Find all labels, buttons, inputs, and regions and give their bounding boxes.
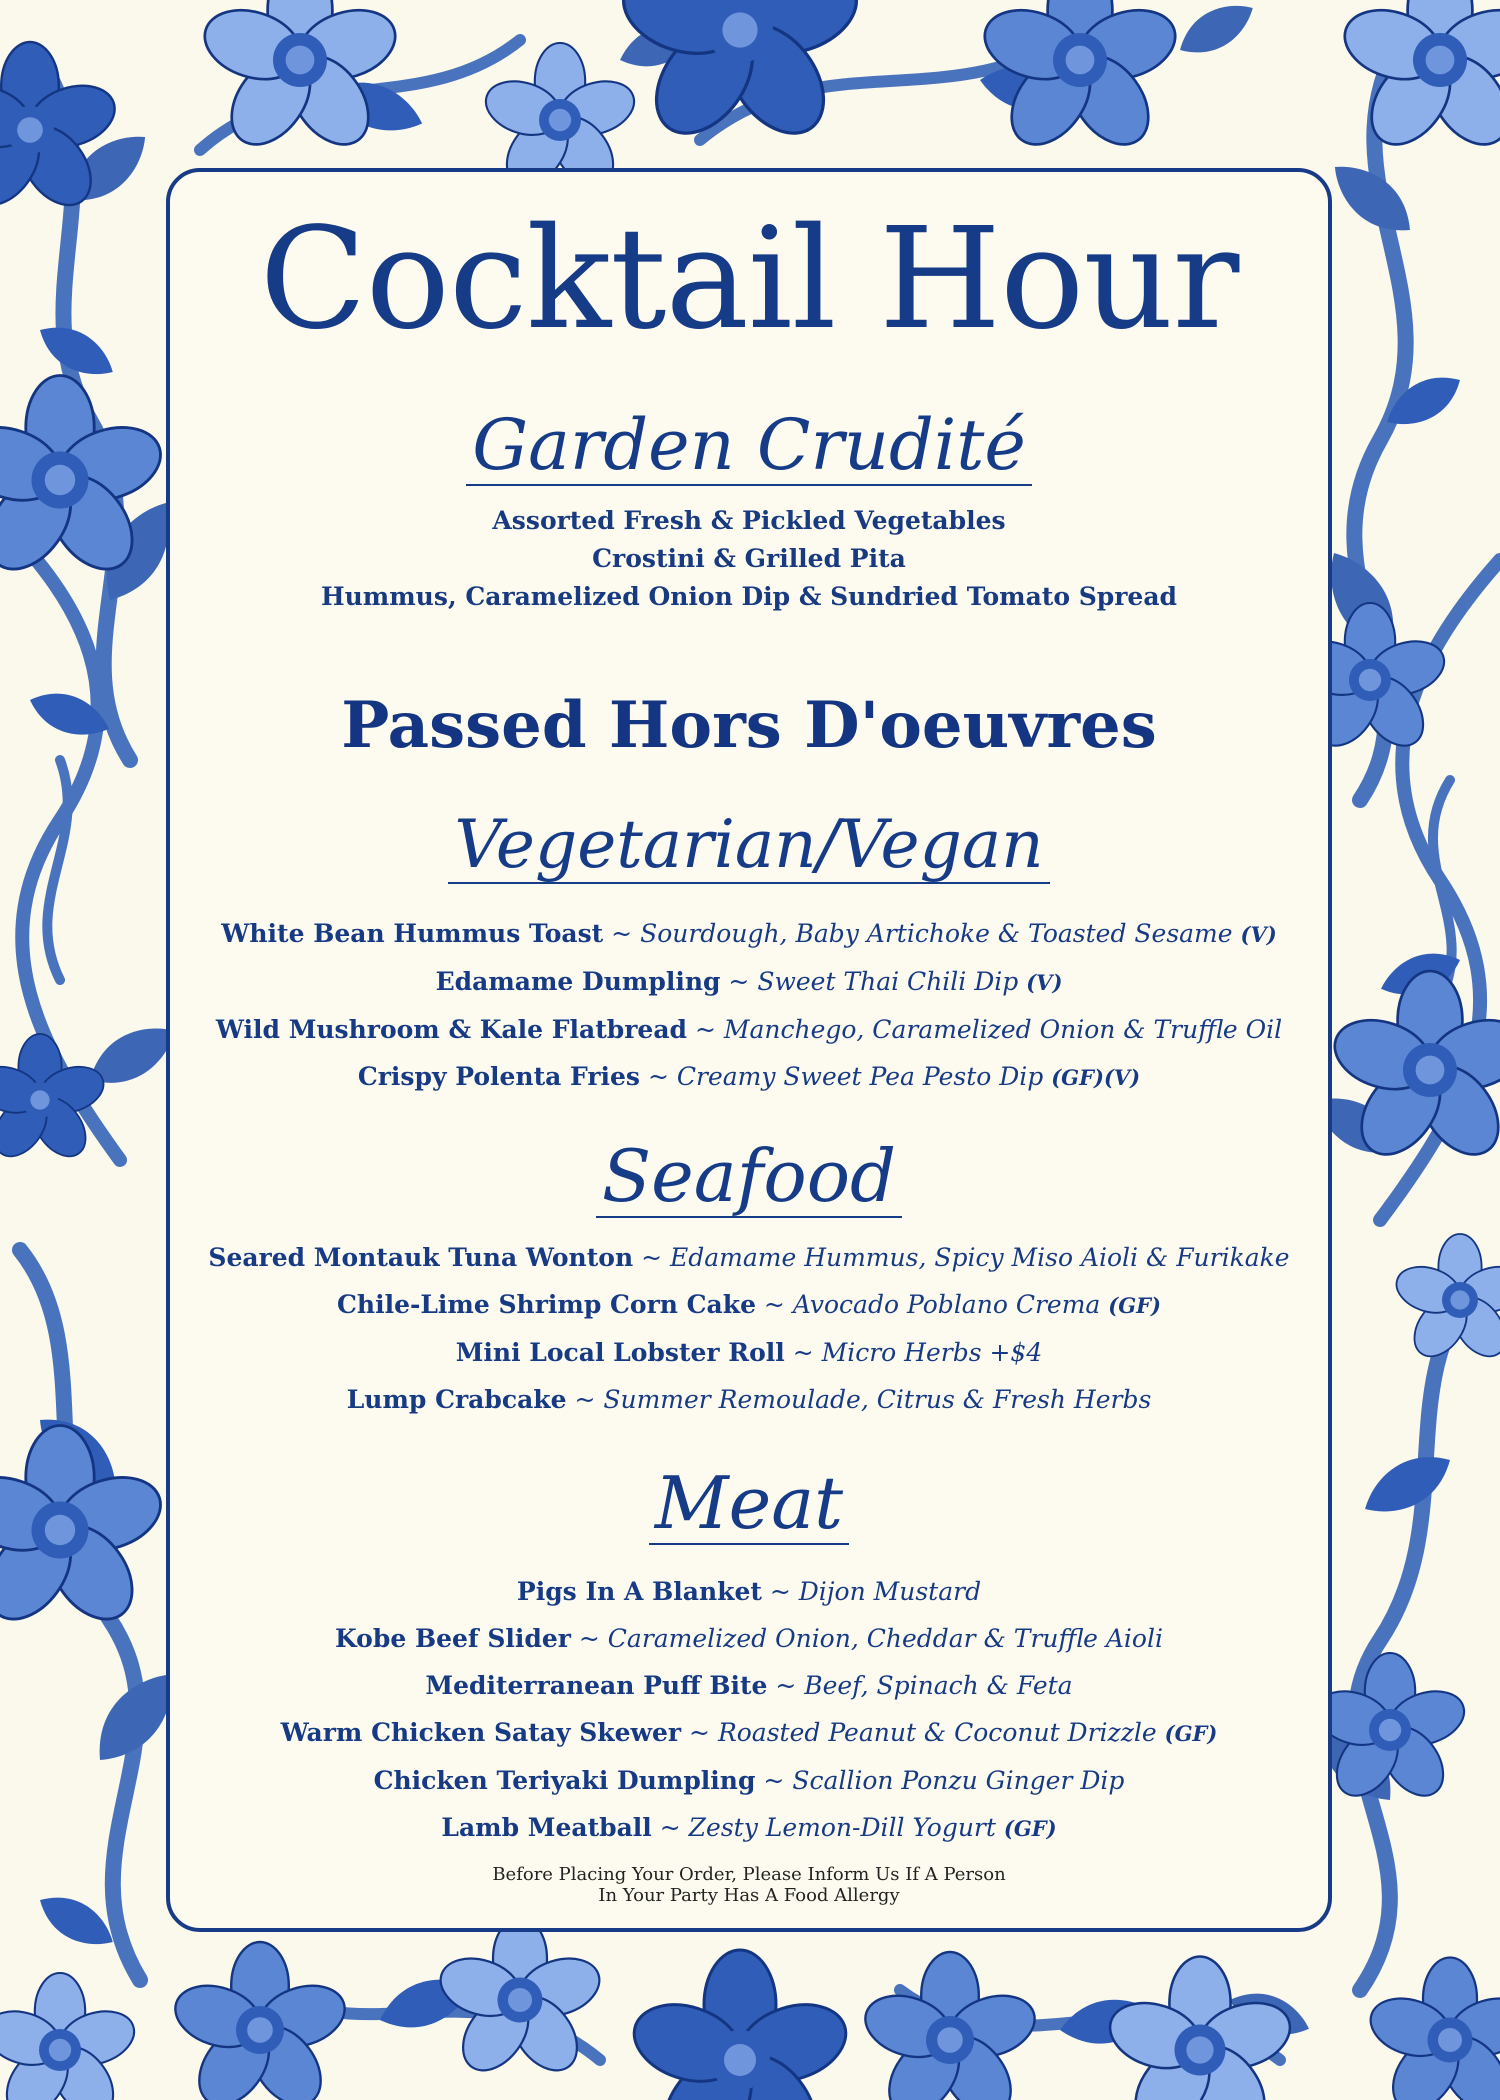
menu-item <box>170 1568 1328 1615</box>
menu-item-separator: ~ <box>761 1577 799 1606</box>
menu-item-diet-tags: (GF)(V) <box>1051 1065 1141 1090</box>
garden-crudite-heading: Garden Crudité <box>170 410 1328 486</box>
menu-item-description: Scallion Ponzu Ginger Dip <box>792 1766 1125 1795</box>
menu-item-diet-tags: (V) <box>1026 970 1063 995</box>
menu-item-name: Chicken Teriyaki Dumpling <box>373 1766 756 1795</box>
menu-item-separator: ~ <box>681 1718 718 1747</box>
vine-stem <box>1356 1280 1480 1990</box>
menu-item <box>170 1006 1328 1053</box>
menu-item-separator: ~ <box>687 1015 724 1044</box>
garden-line: Hummus, Caramelized Onion Dip & Sundried Tomato Spread <box>320 582 1178 611</box>
menu-item-name: Chile-Lime Shrimp Corn Cake <box>337 1290 756 1319</box>
flower <box>0 1034 109 1166</box>
menu-item <box>170 1053 1328 1101</box>
menu-item <box>170 1376 1328 1423</box>
menu-item-separator: ~ <box>570 1624 608 1653</box>
menu-item-name: White Bean Hummus Toast <box>221 919 604 948</box>
allergy-note <box>170 1864 1328 1906</box>
menu-item-description: Avocado Poblano Crema <box>792 1290 1101 1319</box>
menu-item-name: Mini Local Lobster Roll <box>455 1338 785 1367</box>
menu-item-separator: ~ <box>633 1243 670 1272</box>
menu-item-separator: ~ <box>603 919 641 948</box>
menu-item-description: Sweet Thai Chili Dip <box>757 967 1019 996</box>
menu-item <box>170 1329 1328 1376</box>
menu-item-description: Beef, Spinach & Feta <box>804 1671 1073 1700</box>
menu-item-name: Warm Chicken Satay Skewer <box>280 1718 682 1747</box>
flower <box>1336 0 1500 159</box>
menu-item-name: Crispy Polenta Fries <box>357 1062 641 1091</box>
flower <box>624 1950 855 2100</box>
menu-item-description: Micro Herbs +$4 <box>821 1338 1043 1367</box>
menu-item-diet-tags: (GF) <box>1164 1721 1218 1746</box>
menu-item-name: Wild Mushroom & Kale Flatbread <box>215 1015 688 1044</box>
menu-item <box>170 1234 1328 1281</box>
meat-heading: Meat <box>170 1467 1328 1545</box>
menu-title: Cocktail Hour <box>259 198 1239 361</box>
menu-item-name: Seared Montauk Tuna Wonton <box>208 1243 634 1272</box>
menu-card <box>166 168 1332 1932</box>
menu-item-description: Sourdough, Baby Artichoke & Toasted Sesame <box>640 919 1233 948</box>
flower <box>0 1426 170 1635</box>
seafood-items <box>170 1234 1328 1423</box>
vine-stem <box>47 760 67 980</box>
menu-item-description: Manchego, Caramelized Onion & Truffle Oil <box>723 1015 1283 1044</box>
menu-item-name: Lamb Meatball <box>441 1813 652 1842</box>
allergy-note-line: Before Placing Your Order, Please Inform Us If A Person <box>492 1864 1006 1885</box>
menu-item-description: Roasted Peanut & Coconut Drizzle <box>717 1718 1157 1747</box>
menu-item-diet-tags: (GF) <box>1003 1816 1057 1841</box>
garden-line: Assorted Fresh & Pickled Vegetables <box>492 506 1006 535</box>
vegetarian-vegan-heading: Vegetarian/Vegan <box>170 812 1328 884</box>
menu-item-name: Mediterranean Puff Bite <box>425 1671 768 1700</box>
menu-item-separator: ~ <box>651 1813 689 1842</box>
flower <box>1102 1957 1299 2100</box>
menu-item-name: Edamame Dumpling <box>435 967 721 996</box>
menu-item-description: Dijon Mustard <box>798 1577 982 1606</box>
menu-item <box>170 1709 1328 1757</box>
meat-items <box>170 1568 1328 1852</box>
flower <box>433 1918 607 2083</box>
menu-item <box>170 1757 1328 1804</box>
menu-item-name: Kobe Beef Slider <box>335 1624 571 1653</box>
flower <box>0 1973 141 2100</box>
menu-item <box>170 1281 1328 1329</box>
menu-item-separator: ~ <box>640 1062 677 1091</box>
leaf <box>1354 1442 1460 1528</box>
menu-item-separator: ~ <box>566 1385 604 1414</box>
menu-item-name: Pigs In A Blanket <box>516 1577 762 1606</box>
menu-item <box>170 1615 1328 1662</box>
seafood-heading: Seafood <box>170 1140 1328 1218</box>
menu-item-description: Edamame Hummus, Spicy Miso Aioli & Furikake <box>669 1243 1290 1272</box>
menu-item-description: Creamy Sweet Pea Pesto Dip <box>676 1062 1044 1091</box>
garden-crudite-list <box>170 502 1328 616</box>
passed-hors-doeuvres-heading: Passed Hors D'oeuvres <box>341 688 1157 763</box>
flower <box>1363 1958 1500 2100</box>
menu-item-separator: ~ <box>755 1290 793 1319</box>
flower <box>167 1942 352 2100</box>
menu-item <box>170 1804 1328 1852</box>
garden-line: Crostini & Grilled Pita <box>592 544 906 573</box>
menu-item <box>170 1662 1328 1709</box>
menu-item-separator: ~ <box>720 967 758 996</box>
menu-item-description: Caramelized Onion, Cheddar & Truffle Aioli <box>607 1624 1163 1653</box>
vegetarian-items <box>170 910 1328 1101</box>
menu-item-separator: ~ <box>767 1671 805 1700</box>
menu-item-separator: ~ <box>755 1766 793 1795</box>
menu-item <box>170 958 1328 1006</box>
menu-item-name: Lump Crabcake <box>346 1385 567 1414</box>
allergy-note-line: In Your Party Has A Food Allergy <box>598 1885 900 1906</box>
flower <box>613 0 868 151</box>
leaf <box>1171 0 1262 66</box>
menu-item-separator: ~ <box>784 1338 822 1367</box>
menu-item-description: Summer Remoulade, Citrus & Fresh Herbs <box>603 1385 1152 1414</box>
menu-item <box>170 910 1328 958</box>
menu-item-diet-tags: (GF) <box>1108 1293 1161 1318</box>
flower <box>857 1952 1042 2100</box>
menu-item-diet-tags: (V) <box>1240 922 1277 947</box>
menu-item-description: Zesty Lemon-Dill Yogurt <box>688 1813 996 1842</box>
flower <box>1391 1234 1500 1366</box>
